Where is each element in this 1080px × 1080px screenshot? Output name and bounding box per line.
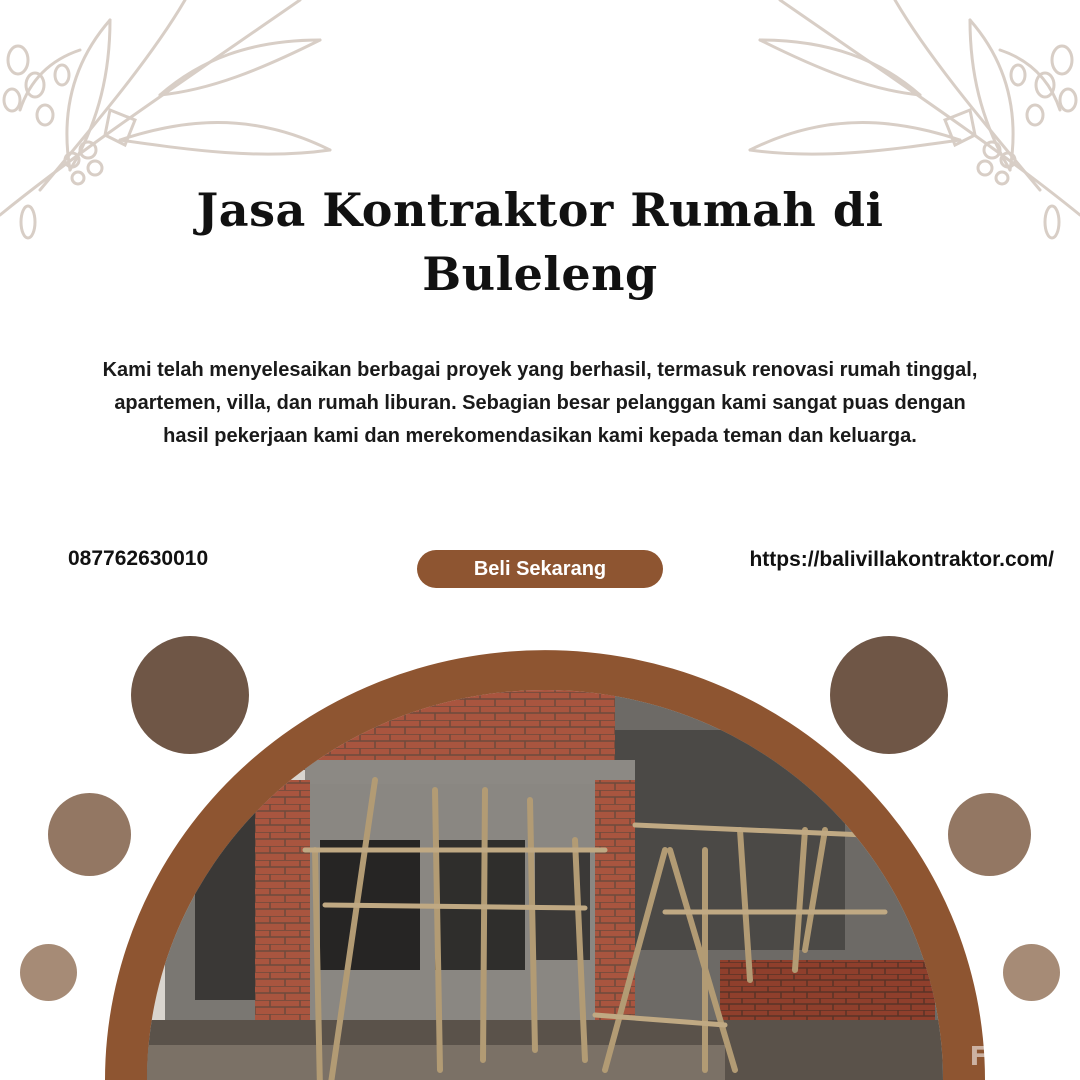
watermark-text: FJB.co [969,1042,1066,1072]
website-link[interactable]: https://balivillakontraktor.com/ [749,548,1054,571]
decor-dot-small-right [1003,944,1060,1001]
construction-photo-arch [105,650,985,1080]
decor-dot-small-left [20,944,77,1001]
page-title [140,178,940,306]
construction-photo [105,650,985,1080]
title-line-2: Buleleng [422,247,658,301]
buy-now-button[interactable]: Beli Sekarang [417,550,663,588]
title-line-1: Jasa Kontraktor Rumah di [196,183,884,237]
description-text: Kami telah menyelesaikan berbagai proyek yang berhasil, termasuk renovasi rumah tinggal, apartemen, villa, dan rumah liburan. Sebagian besar pelanggan kami sangat puas dengan hasil pekerjaan kami dan merekomendasikan kami kepada teman dan keluarga. [102,359,978,447]
phone-number-link[interactable]: 087762630010 [68,547,209,570]
